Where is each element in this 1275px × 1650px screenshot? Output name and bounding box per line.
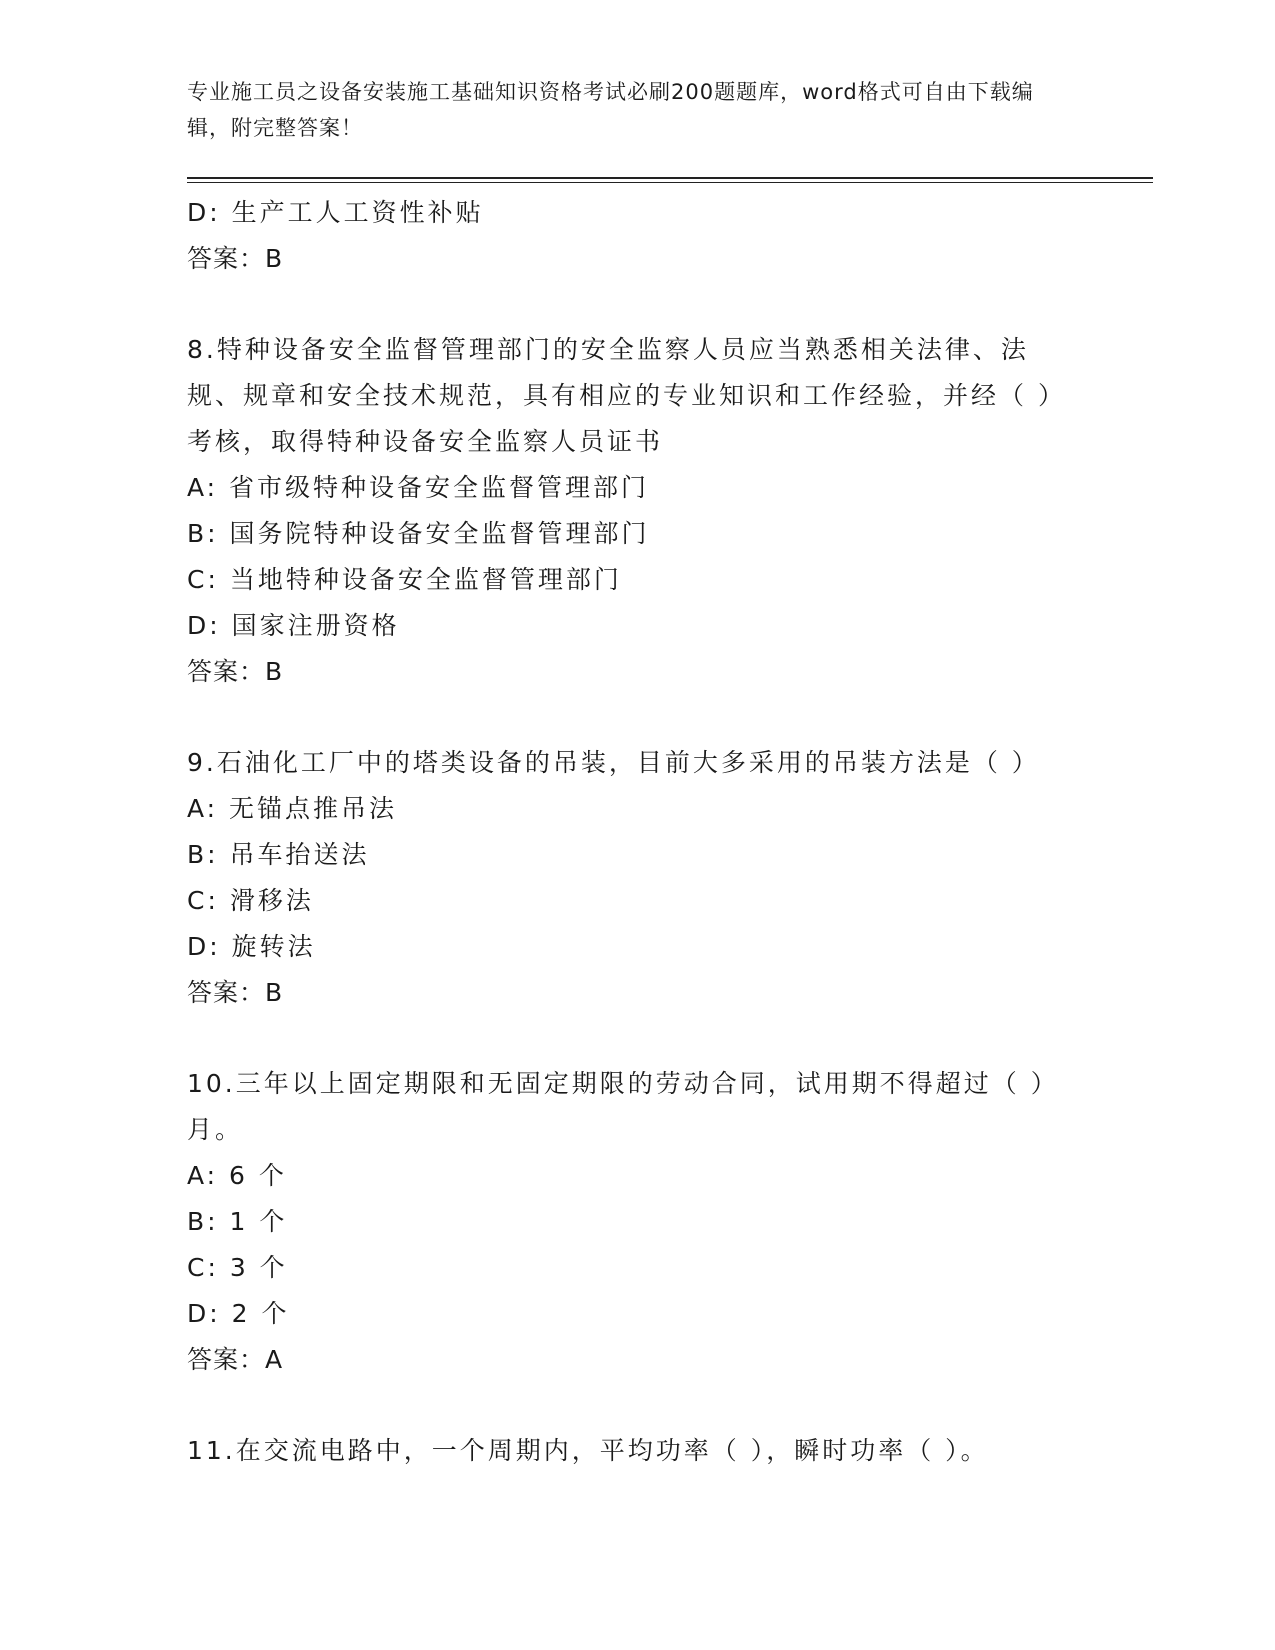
question-9: [187, 740, 1067, 1016]
question-10: [187, 1061, 1067, 1383]
answer-line: 答案：B: [187, 978, 284, 1007]
option-b: B: 吊车抬送法: [187, 840, 370, 869]
question-stem: 8.特种设备安全监督管理部门的安全监察人员应当熟悉相关法律、法规、规章和安全技术规范，具有相应的专业知识和工作经验，并经（ ）考核，取得特种设备安全监察人员证书: [187, 335, 1066, 456]
option-a: A: 无锚点推吊法: [187, 794, 398, 823]
document-header: 专业施工员之设备安装施工基础知识资格考试必刷200题题库，word格式可自由下载编辑，附完整答案！: [187, 80, 1034, 140]
question-list: [187, 190, 1067, 1474]
option-d: D: 旋转法: [187, 932, 316, 961]
question-8: [187, 327, 1067, 695]
option-a: A: 6 个: [187, 1161, 287, 1190]
option-c: C: 3 个: [187, 1253, 288, 1282]
option-b: B: 1 个: [187, 1207, 288, 1236]
option-d: D: 国家注册资格: [187, 611, 400, 640]
option-d: D: 生产工人工资性补贴: [187, 198, 484, 227]
answer-line: 答案：B: [187, 657, 284, 686]
question-stem: 10.三年以上固定期限和无固定期限的劳动合同，试用期不得超过（ ）月。: [187, 1069, 1059, 1144]
option-a: A: 省市级特种设备安全监督管理部门: [187, 473, 650, 502]
option-c: C: 当地特种设备安全监督管理部门: [187, 565, 622, 594]
header-divider-thin: [187, 182, 1153, 183]
question-stem: 9.石油化工厂中的塔类设备的吊装，目前大多采用的吊装方法是（ ）: [187, 748, 1040, 777]
option-b: B: 国务院特种设备安全监督管理部门: [187, 519, 650, 548]
question-stem: 11.在交流电路中，一个周期内，平均功率（ ），瞬时功率（ ）。: [187, 1436, 989, 1465]
answer-line: 答案：B: [187, 244, 284, 273]
option-c: C: 滑移法: [187, 886, 314, 915]
answer-line: 答案：A: [187, 1345, 284, 1374]
option-d: D: 2 个: [187, 1299, 290, 1328]
header-divider-thick: [187, 177, 1153, 179]
question-11: [187, 1428, 1067, 1474]
